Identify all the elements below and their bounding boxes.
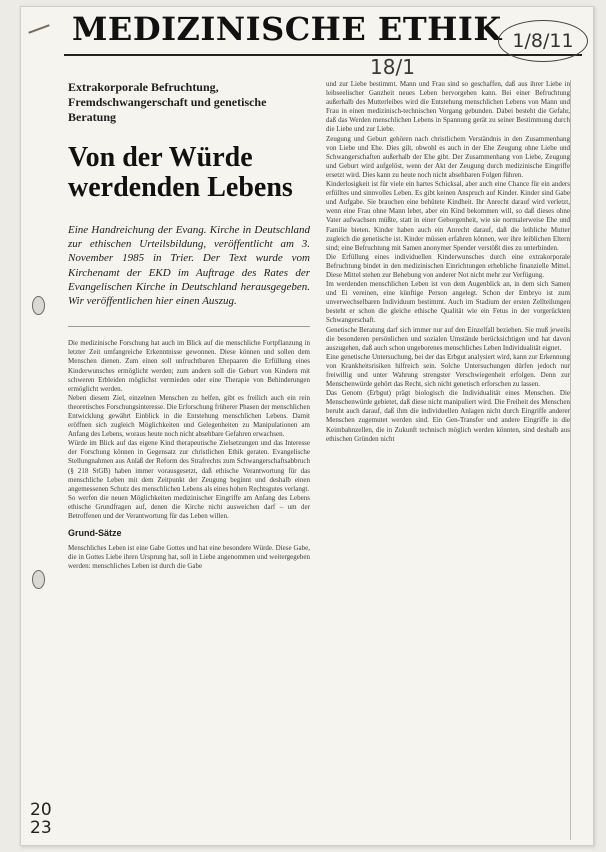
subheading: Grund-Sätze xyxy=(68,528,122,539)
body-paragraph: Zeugung und Geburt gehören nach christlichem Verständnis in den Zusammenhang von Liebe und Ehe. Dies gilt, obwohl es auch in der Ehe Zeugung ohne Liebe und Schwangerschaften außerhalb der Ehe gibt. Der Zusammenhang von Liebe, Zeugung und Geburt wird aufgelöst, wenn der Akt der Zeugung durch medizinische Eingriffe ersetzt wird. Dies kann zu heute noch nicht absehbaren Folgen führen. xyxy=(326,134,570,179)
body-paragraph: Würde im Blick auf das eigene Kind therapeutische Zielsetzungen und das Interesse der Forschung können in Gegensatz zur christlichen Ethik geraten. Evangelische Stellungnahmen aus Anlaß der Reform des Strafrechts zum Schwangerschaftsabbruch (§ 218 StGB) haben immer vorausgesetzt, daß ethische Verantwortung für das menschliche Leben mit dem Zeitpunkt der Zeugung beginnt und deshalb einen angemessenen Schutz des menschlichen Lebens als eines hohen Rechtsgutes verlangt. xyxy=(68,439,310,493)
handwritten-stamp: 1/8/11 xyxy=(498,20,588,62)
body-paragraph: Genetische Beratung darf sich immer nur auf den Einzelfall beziehen. Sie muß jeweils die besonderen persönlichen und sozialen Umstände berücksichtigen und hat davon auszugehen, daß auch schon ungeborenes menschliches Leben Individualität eignet. xyxy=(326,325,570,352)
right-body-text xyxy=(326,80,570,444)
lead-box xyxy=(68,223,310,327)
handwritten-note: 18/1 xyxy=(370,55,415,79)
body-paragraph: Im werdenden menschlichen Leben ist von dem Augenblick an, in dem sich Samen und Ei vereinen, eine künftige Person angelegt. Schon der Embryo ist zum unverwechselbaren Individuum bestimmt. Auch im Stadium der ersten Zellteilungen besteht er schon die gleiche ethische Qualität wie ein Fetus in der vorgerückten Schwangerschaft. xyxy=(326,280,570,325)
body-paragraph: Das Genom (Erbgut) prägt biologisch die Individualität eines Menschen. Die Menschenwürde gebietet, daß diese nicht manipuliert wird. Die Freiheit des Menschen beruht auch darauf, daß ihm die individuellen Anlagen nicht durch Eingriffe anderer Menschen zugemutet werden sind. Ein Gen-Transfer und andere Eingriffe in die Keimbahnzellen, die in Zukunft technisch möglich werden könnten, sind deshalb aus ethischen Gründen nicht xyxy=(326,389,570,443)
right-column xyxy=(326,80,570,444)
body-paragraph: Menschliches Leben ist eine Gabe Gottes und hat eine besondere Würde. Diese Gabe, die in Gottes Liebe ihren Ursprung hat, soll in Liebe angenommen und weitergegeben werden: menschliches Leben ist durch die Gabe xyxy=(68,544,310,571)
margin-rule xyxy=(570,80,571,840)
page-number-top: 20 xyxy=(30,800,52,820)
body-paragraph: Neben diesem Ziel, einzelnen Menschen zu helfen, gibt es freilich auch ein rein theoretisches Forschungsinteresse. Die Erforschung früherer Phasen der menschlichen Entwicklung gewährt Einblick in die Entstehung menschlichen Lebens. Damit eröffnen sich zugleich Möglichkeiten und Gelegenheiten zu Manipulationen am Anfang des Lebens, woraus heute noch nicht absehbare Gefahren erwachsen. xyxy=(68,393,310,439)
section-headline: MEDIZINISCHE ETHIK xyxy=(72,10,502,48)
article-kicker: Extrakorporale Befruchtung, Fremdschwangerschaft und genetische Beratung xyxy=(68,80,267,124)
left-column xyxy=(68,80,310,571)
headline-rule xyxy=(64,54,582,56)
punch-hole-icon xyxy=(32,296,45,315)
article-title: Von der Würde werdenden Lebens xyxy=(68,142,293,203)
left-body-text xyxy=(68,339,310,571)
article-lead: Eine Handreichung der Evang. Kirche in Deutschland zur ethischen Urteilsbildung, veröffentlicht am 3. November 1985 in Trier. Der Text wurde vom Kirchenamt der EKD im Auftrage des Rates der Evangelischen Kirche in Deutschland herausgegeben. Wir veröffentlichen hier einen Auszug. xyxy=(68,224,310,308)
body-paragraph: Eine genetische Untersuchung, bei der das Erbgut analysiert wird, kann zur Erkennung von Krankheitsrisiken hilfreich sein. Solche Untersuchungen dürfen jedoch nur freiwillig und unter Wahrung strengster Verschwiegenheit erfolgen. Denn zur Menschenwürde gehört das Recht, sich nicht genetisch erforschen zu lassen. xyxy=(326,352,570,389)
punch-hole-icon xyxy=(32,570,45,589)
body-paragraph: Die Erfüllung eines individuellen Kinderwunsches durch eine extrakorporale Befruchtung bindet in den medizinischen Einrichtungen erhebliche finanzielle Mittel. Diese Mittel stehen zur Behebung von anderer Not nicht mehr zur Verfügung. xyxy=(326,252,570,279)
body-paragraph: und zur Liebe bestimmt. Mann und Frau sind so geschaffen, daß aus ihrer Liebe in leibseelischer Ganzheit neues Leben hervorgehen kann. Bei einer Befruchtung außerhalb des Mutterleibes wird die Entstehung menschlichen Lebens von Mann und Frau in einen medizinisch-technischen Vorgang gebunden. Dabei besteht die Gefahr, daß das Werden menschlichen Lebens in Spannung gerät zu seiner Bestimmung durch die Liebe und zur Liebe. xyxy=(326,80,570,134)
body-paragraph: So werfen die neuen Möglichkeiten medizinischer Eingriffe am Anfang des Lebens ethische Grundfragen auf, denen die Kirche nicht ausweichen darf – um der Betroffenen und der Verantwortung für das Leben willen. xyxy=(68,493,310,520)
page-number-bottom: 23 xyxy=(30,818,52,838)
body-paragraph: Die medizinische Forschung hat auch im Blick auf die menschliche Fortpflanzung in letzter Zeit umfangreiche Erkenntnisse gewonnen. Diese können und sollen dem Menschen dienen. Zum einen soll unfruchtbaren Ehepaaren die Erfüllung eines Kinderwunsches ermöglicht werden; zum andern soll die Geburt von Kindern mit schweren Erbleiden möglichst vermieden oder eine Therapie von Behinderungen ermöglicht werden. xyxy=(68,339,310,393)
body-paragraph: Kinderlosigkeit ist für viele ein hartes Schicksal, aber auch eine Chance für ein anders erfülltes und sinnvolles Leben. Es gibt keinen Anspruch auf Kinder. Kinder sind Gabe und Aufgabe. Sie brauchen eine behütete Kindheit. Ihr Anrecht darauf wird verletzt, wenn eine Frau ohne Mann lebet, aber ein Kind bekommen will, so daß dieses ohne Vater aufwachsen müßte, statt in einer Geborgenheit, wie sie normalerweise Ehe und Familie bieten. Kinder haben auch ein Anrecht darauf, daß die leibliche Mutter zugleich die genetische ist. Kinder müssen erfahren können, wer ihre leiblichen Eltern sind; eine Befruchtung mit Samen anonymer Spender verstößt dies zu unterbinden. xyxy=(326,180,570,252)
